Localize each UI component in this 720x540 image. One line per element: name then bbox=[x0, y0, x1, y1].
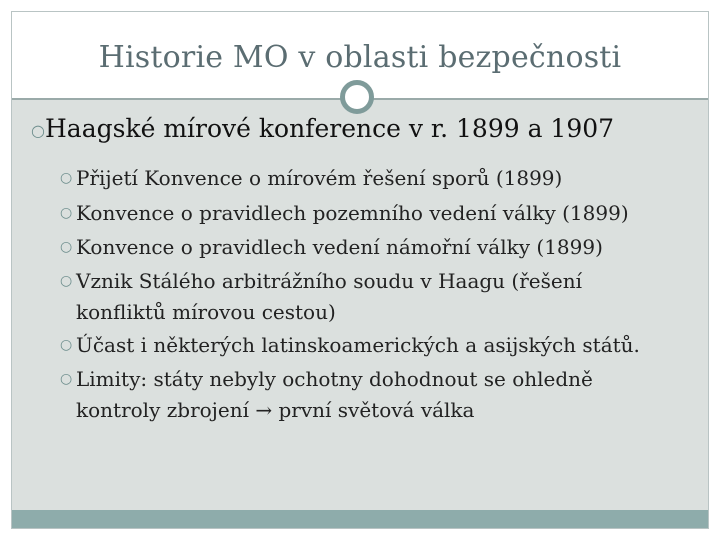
bullet-marker-icon: ○ bbox=[60, 205, 73, 221]
bullet-marker-icon: ○ bbox=[60, 273, 73, 289]
list-item bbox=[62, 330, 640, 361]
slide-title: Historie MO v oblasti bezpečnosti bbox=[98, 40, 622, 75]
list-item bbox=[62, 266, 582, 328]
list-item-text: Vznik Stálého arbitrážního soudu v Haagu (řešení bbox=[76, 269, 582, 293]
list-item-text: Konvence o pravidlech pozemního vedení války (1899) bbox=[76, 201, 629, 225]
bullet-marker-icon: ○ bbox=[31, 121, 45, 140]
main-heading: Haagské mírové konference v r. 1899 a 1907 bbox=[45, 114, 615, 143]
list-item-text: Konvence o pravidlech vedení námořní války (1899) bbox=[76, 235, 603, 259]
list-item bbox=[62, 364, 593, 426]
list-item-text-continued: kontroly zbrojení → první světová válka bbox=[76, 398, 475, 422]
list-item bbox=[62, 232, 603, 263]
list-item-text: Limity: státy nebyly ochotny dohodnout se ohledně bbox=[76, 367, 593, 391]
list-item-text: Účast i některých latinskoamerických a asijských států. bbox=[76, 333, 640, 357]
list-item-text-continued: konfliktů mírovou cestou) bbox=[76, 300, 336, 324]
list-item bbox=[62, 163, 562, 194]
bullet-marker-icon: ○ bbox=[60, 337, 73, 353]
bullet-marker-icon: ○ bbox=[60, 371, 73, 387]
list-item bbox=[62, 198, 629, 229]
bullet-marker-icon: ○ bbox=[60, 239, 73, 255]
bullet-marker-icon: ○ bbox=[60, 170, 73, 186]
list-item-text: Přijetí Konvence o mírovém řešení sporů (1899) bbox=[76, 166, 563, 190]
